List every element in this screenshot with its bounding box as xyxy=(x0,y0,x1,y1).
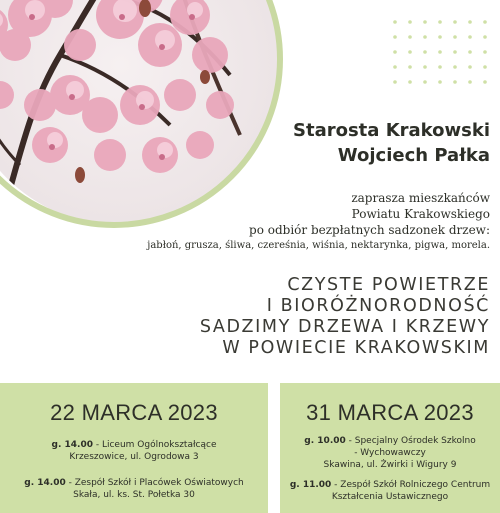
event-place: - Zespół Szkół Rolniczego Centrum xyxy=(331,480,491,490)
headline-line-1: CZYSTE POWIETRZE xyxy=(287,275,490,295)
event-item xyxy=(0,439,268,463)
decorative-dot-grid xyxy=(390,18,490,86)
organizer-title: Starosta Krakowski xyxy=(293,120,490,141)
event-item xyxy=(0,477,268,501)
event-address: Kształcenia Ustawicznego xyxy=(331,492,449,502)
headline-line-2: I BIORÓŻNORODNOŚĆ xyxy=(266,296,490,316)
date-panel-march-31 xyxy=(280,383,500,513)
headline-line-4: W POWIECIE KRAKOWSKIM xyxy=(222,338,490,358)
event-place-continued: - Wychowawczy xyxy=(354,448,426,458)
headline-line-3: SADZIMY DRZEWA I KRZEWY xyxy=(199,317,490,337)
event-place: - Zespół Szkół i Placówek Oświatowych xyxy=(65,478,244,488)
event-time: g. 11.00 xyxy=(289,480,332,490)
event-place: - Liceum Ogólnokształcące xyxy=(92,440,217,450)
event-item xyxy=(280,479,500,503)
event-address: Skała, ul. ks. St. Połetka 30 xyxy=(73,490,195,500)
date-panel-march-22 xyxy=(0,383,268,513)
panel-date: 31 MARCA 2023 xyxy=(306,400,474,425)
invitation-line-1: zaprasza mieszkańców xyxy=(351,191,490,205)
invitation-line-3: po odbiór bezpłatnych sadzonek drzew: xyxy=(249,223,490,237)
tree-species-list: jabłoń, grusza, śliwa, czereśnia, wiśnia, nektarynka, pigwa, morela. xyxy=(147,240,490,251)
organizer-name: Wojciech Pałka xyxy=(337,145,490,166)
event-time: g. 14.00 xyxy=(51,440,93,450)
event-address: Krzeszowice, ul. Ogrodowa 3 xyxy=(69,452,199,462)
event-time: g. 10.00 xyxy=(304,436,346,446)
panel-date: 22 MARCA 2023 xyxy=(50,400,218,425)
event-place: - Specjalny Ośrodek Szkolno xyxy=(345,436,476,446)
panel-divider xyxy=(274,383,276,513)
event-item xyxy=(280,435,500,471)
invitation-line-2: Powiatu Krakowskiego xyxy=(351,207,490,221)
event-address: Skawina, ul. Żwirki i Wigury 9 xyxy=(323,460,457,470)
campaign-headline xyxy=(50,275,490,359)
event-time: g. 14.00 xyxy=(24,478,66,488)
